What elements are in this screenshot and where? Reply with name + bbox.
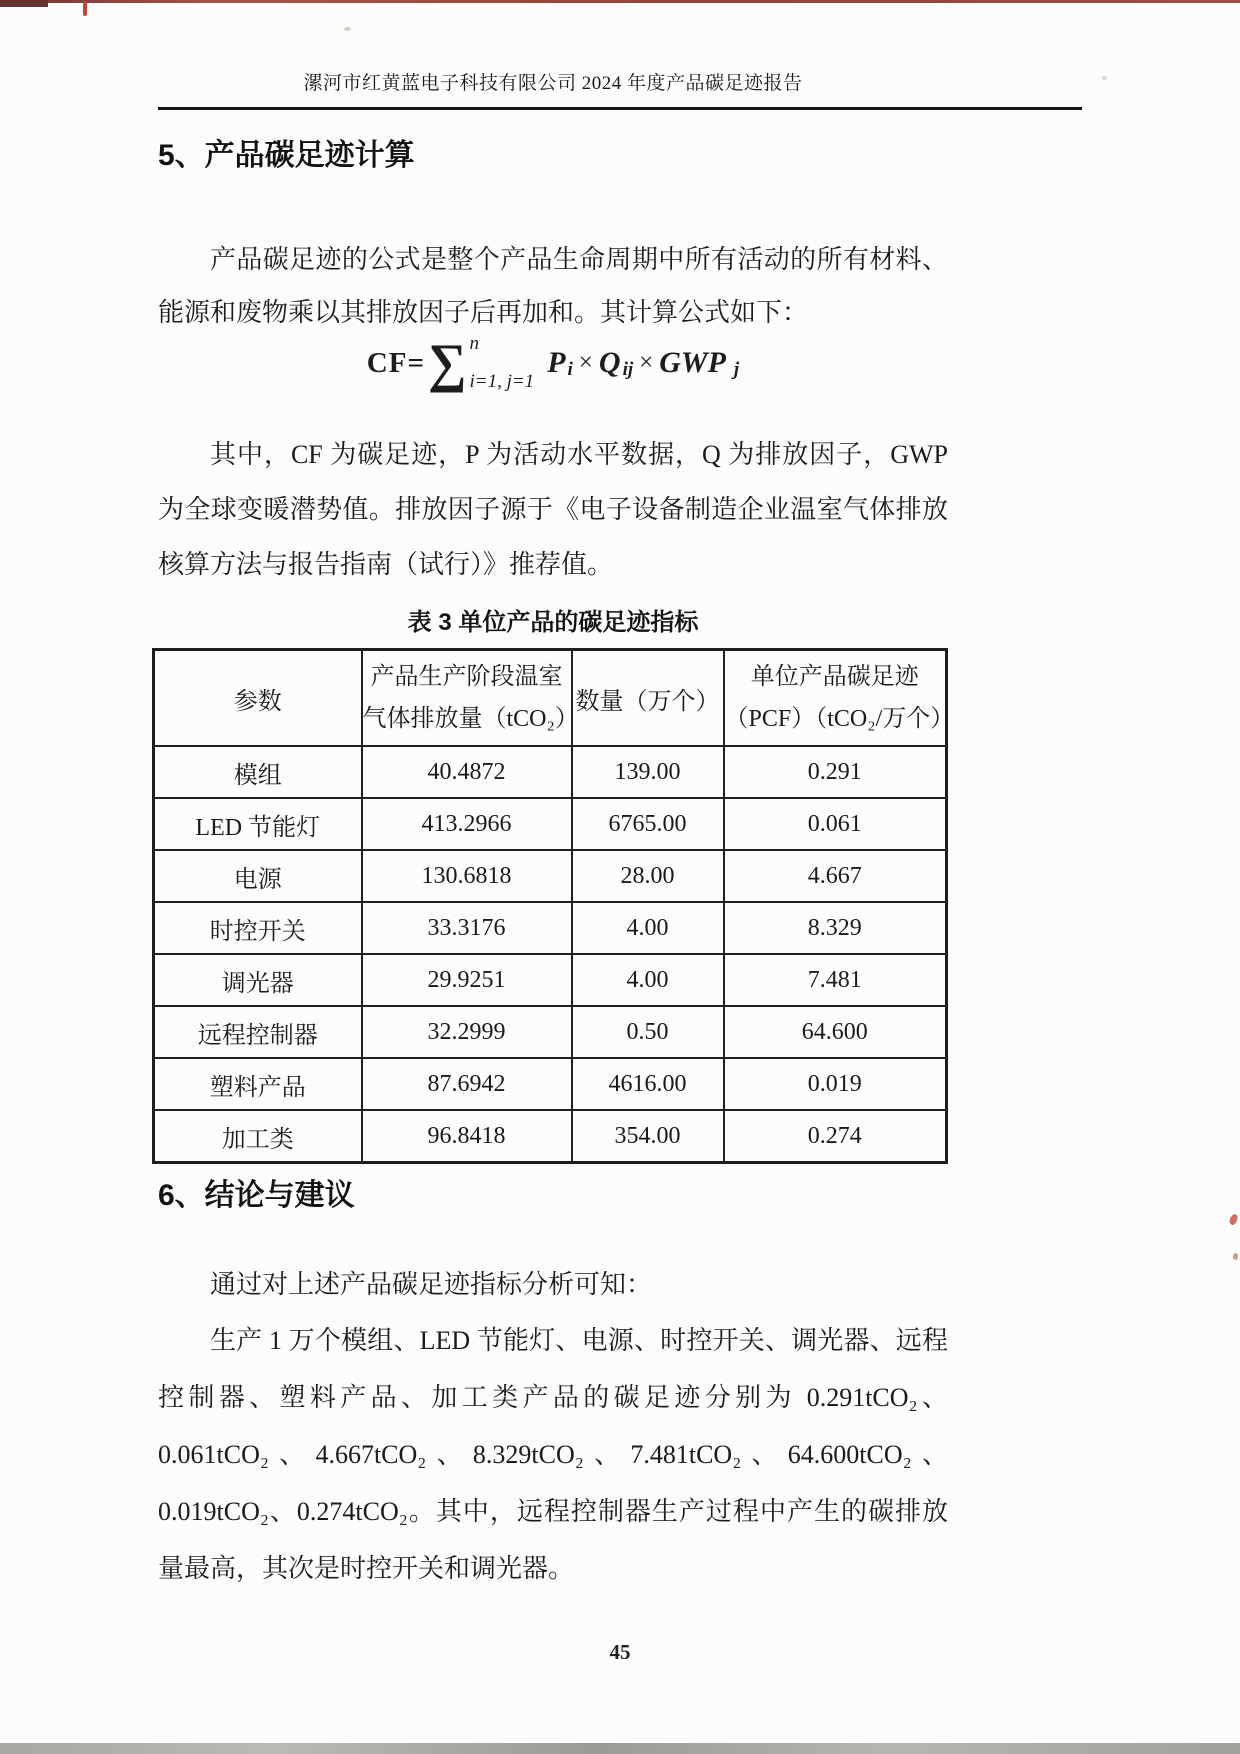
- cell-pcf: 7.481: [724, 954, 947, 1006]
- header-emission-line2: 气体排放量（tCO₂）: [362, 706, 579, 732]
- cell-quantity: 4616.00: [572, 1058, 724, 1110]
- cell-pcf: 4.667: [724, 850, 947, 902]
- cell-quantity: 139.00: [572, 746, 724, 798]
- header-cell-pcf: [724, 650, 955, 747]
- cell-param: 调光器: [154, 954, 362, 1006]
- report-header-title: 漯河市红黄蓝电子科技有限公司 2024 年度产品碳足迹报告: [303, 73, 803, 94]
- cell-quantity: 28.00: [572, 850, 724, 902]
- cell-emission: 40.4872: [362, 746, 572, 798]
- cell-quantity: 4.00: [572, 954, 724, 1006]
- cell-pcf: 0.061: [724, 798, 947, 850]
- section5-paragraph-1: 产品碳足迹的公式是整个产品生命周期中所有活动的所有材料、能源和废物乘以其排放因子后再加和。其计算公式如下：: [158, 245, 948, 327]
- multiply-sign: ×: [639, 349, 654, 376]
- sigma-superscript: n: [469, 333, 479, 354]
- cell-pcf: 64.600: [724, 1006, 947, 1058]
- table-row: [154, 1058, 947, 1110]
- sigma-scripts: [469, 334, 534, 392]
- section6-heading: 6、结论与建议: [158, 1179, 355, 1212]
- formula-lhs: CF=: [366, 346, 425, 379]
- red-tick-artifact: [83, 1, 87, 16]
- table-row: [154, 746, 947, 798]
- carbon-footprint-formula: [158, 330, 948, 396]
- scan-edge-line: [0, 0, 1240, 3]
- cell-emission: 32.2999: [362, 1006, 572, 1058]
- header-pcf-line2: （PCF）（tCO₂/万个）: [724, 706, 955, 732]
- cell-param: 加工类: [154, 1110, 362, 1163]
- header-emission-line1: 产品生产阶段温室: [370, 664, 563, 690]
- table-row: [154, 798, 947, 850]
- red-margin-mark: [1228, 1213, 1238, 1226]
- scan-artifact-dot: [1102, 76, 1107, 80]
- cell-emission: 96.8418: [362, 1110, 572, 1163]
- formula-term-gwp: GWP: [659, 346, 726, 379]
- cell-emission: 33.3176: [362, 902, 572, 954]
- formula-term-gwp-sub: j: [733, 359, 740, 380]
- cell-emission: 29.9251: [362, 954, 572, 1006]
- cell-param: LED 节能灯: [154, 798, 362, 850]
- table-row: [154, 902, 947, 954]
- table-row: [154, 954, 947, 1006]
- carbon-footprint-table: [152, 648, 955, 1164]
- cell-pcf: 8.329: [724, 902, 947, 954]
- formula-term-p-sub: i: [567, 359, 573, 380]
- multiply-sign: ×: [578, 349, 593, 376]
- table-row: [154, 1006, 947, 1058]
- cell-param: 远程控制器: [154, 1006, 362, 1058]
- bottom-scan-bar: [0, 1743, 1240, 1754]
- cell-param: 模组: [154, 746, 362, 798]
- table3-caption: 表 3 单位产品的碳足迹指标: [407, 609, 699, 636]
- section6-paragraph-2: 生产 1 万个模组、LED 节能灯、电源、时控开关、调光器、远程控制器、塑料产品、加工类产品的碳足迹分别为 0.291tCO₂、0.061tCO₂、4.667tCO₂、8.329tCO₂、7.481tCO₂、64.600tCO₂、0.019tCO₂、0.274tCO₂。其中，远程控制器生产过程中产生的碳排放量最高，其次是时控开关和调光器。: [158, 1326, 948, 1583]
- cell-quantity: 4.00: [572, 902, 724, 954]
- cell-pcf: 0.291: [724, 746, 947, 798]
- cell-quantity: 6765.00: [572, 798, 724, 850]
- red-margin-mark: [1233, 1253, 1238, 1260]
- header-pcf-line1: 单位产品碳足迹: [750, 664, 919, 690]
- cell-emission: 87.6942: [362, 1058, 572, 1110]
- sigma-subscript: i=1, j=1: [469, 371, 535, 392]
- formula-term-q: Q: [598, 346, 621, 379]
- cell-param: 塑料产品: [154, 1058, 362, 1110]
- page-number: 45: [609, 1640, 631, 1664]
- header-cell-quantity: 数量（万个）: [572, 650, 724, 747]
- cell-emission: 413.2966: [362, 798, 572, 850]
- cell-pcf: 0.274: [724, 1110, 947, 1163]
- formula-term-p: P: [547, 346, 566, 379]
- section5-paragraph-2: 其中，CF 为碳足迹，P 为活动水平数据，Q 为排放因子，GWP 为全球变暖潜势值。排放因子源于《电子设备制造企业温室气体排放核算方法与报告指南（试行）》推荐值。: [158, 440, 948, 579]
- cell-param: 电源: [154, 850, 362, 902]
- cell-quantity: 354.00: [572, 1110, 724, 1163]
- table-row: [154, 850, 947, 902]
- scan-artifact-dot: [344, 27, 351, 31]
- header-cell-param: 参数: [154, 650, 362, 747]
- table-header-row: [154, 650, 947, 747]
- formula-term-q-sub: ij: [622, 359, 634, 380]
- sigma-symbol: ∑: [427, 333, 467, 393]
- table-row: [154, 1110, 947, 1163]
- cell-param: 时控开关: [154, 902, 362, 954]
- cell-pcf: 0.019: [724, 1058, 947, 1110]
- formula-sigma-group: [428, 334, 534, 392]
- cell-quantity: 0.50: [572, 1006, 724, 1058]
- cell-emission: 130.6818: [362, 850, 572, 902]
- scan-edge-corner: [0, 0, 48, 7]
- section6-paragraph-1: 通过对上述产品碳足迹指标分析可知：: [210, 1270, 653, 1299]
- header-rule: [158, 107, 1082, 110]
- header-cell-emission: [362, 650, 579, 747]
- section5-heading: 5、产品碳足迹计算: [158, 139, 415, 172]
